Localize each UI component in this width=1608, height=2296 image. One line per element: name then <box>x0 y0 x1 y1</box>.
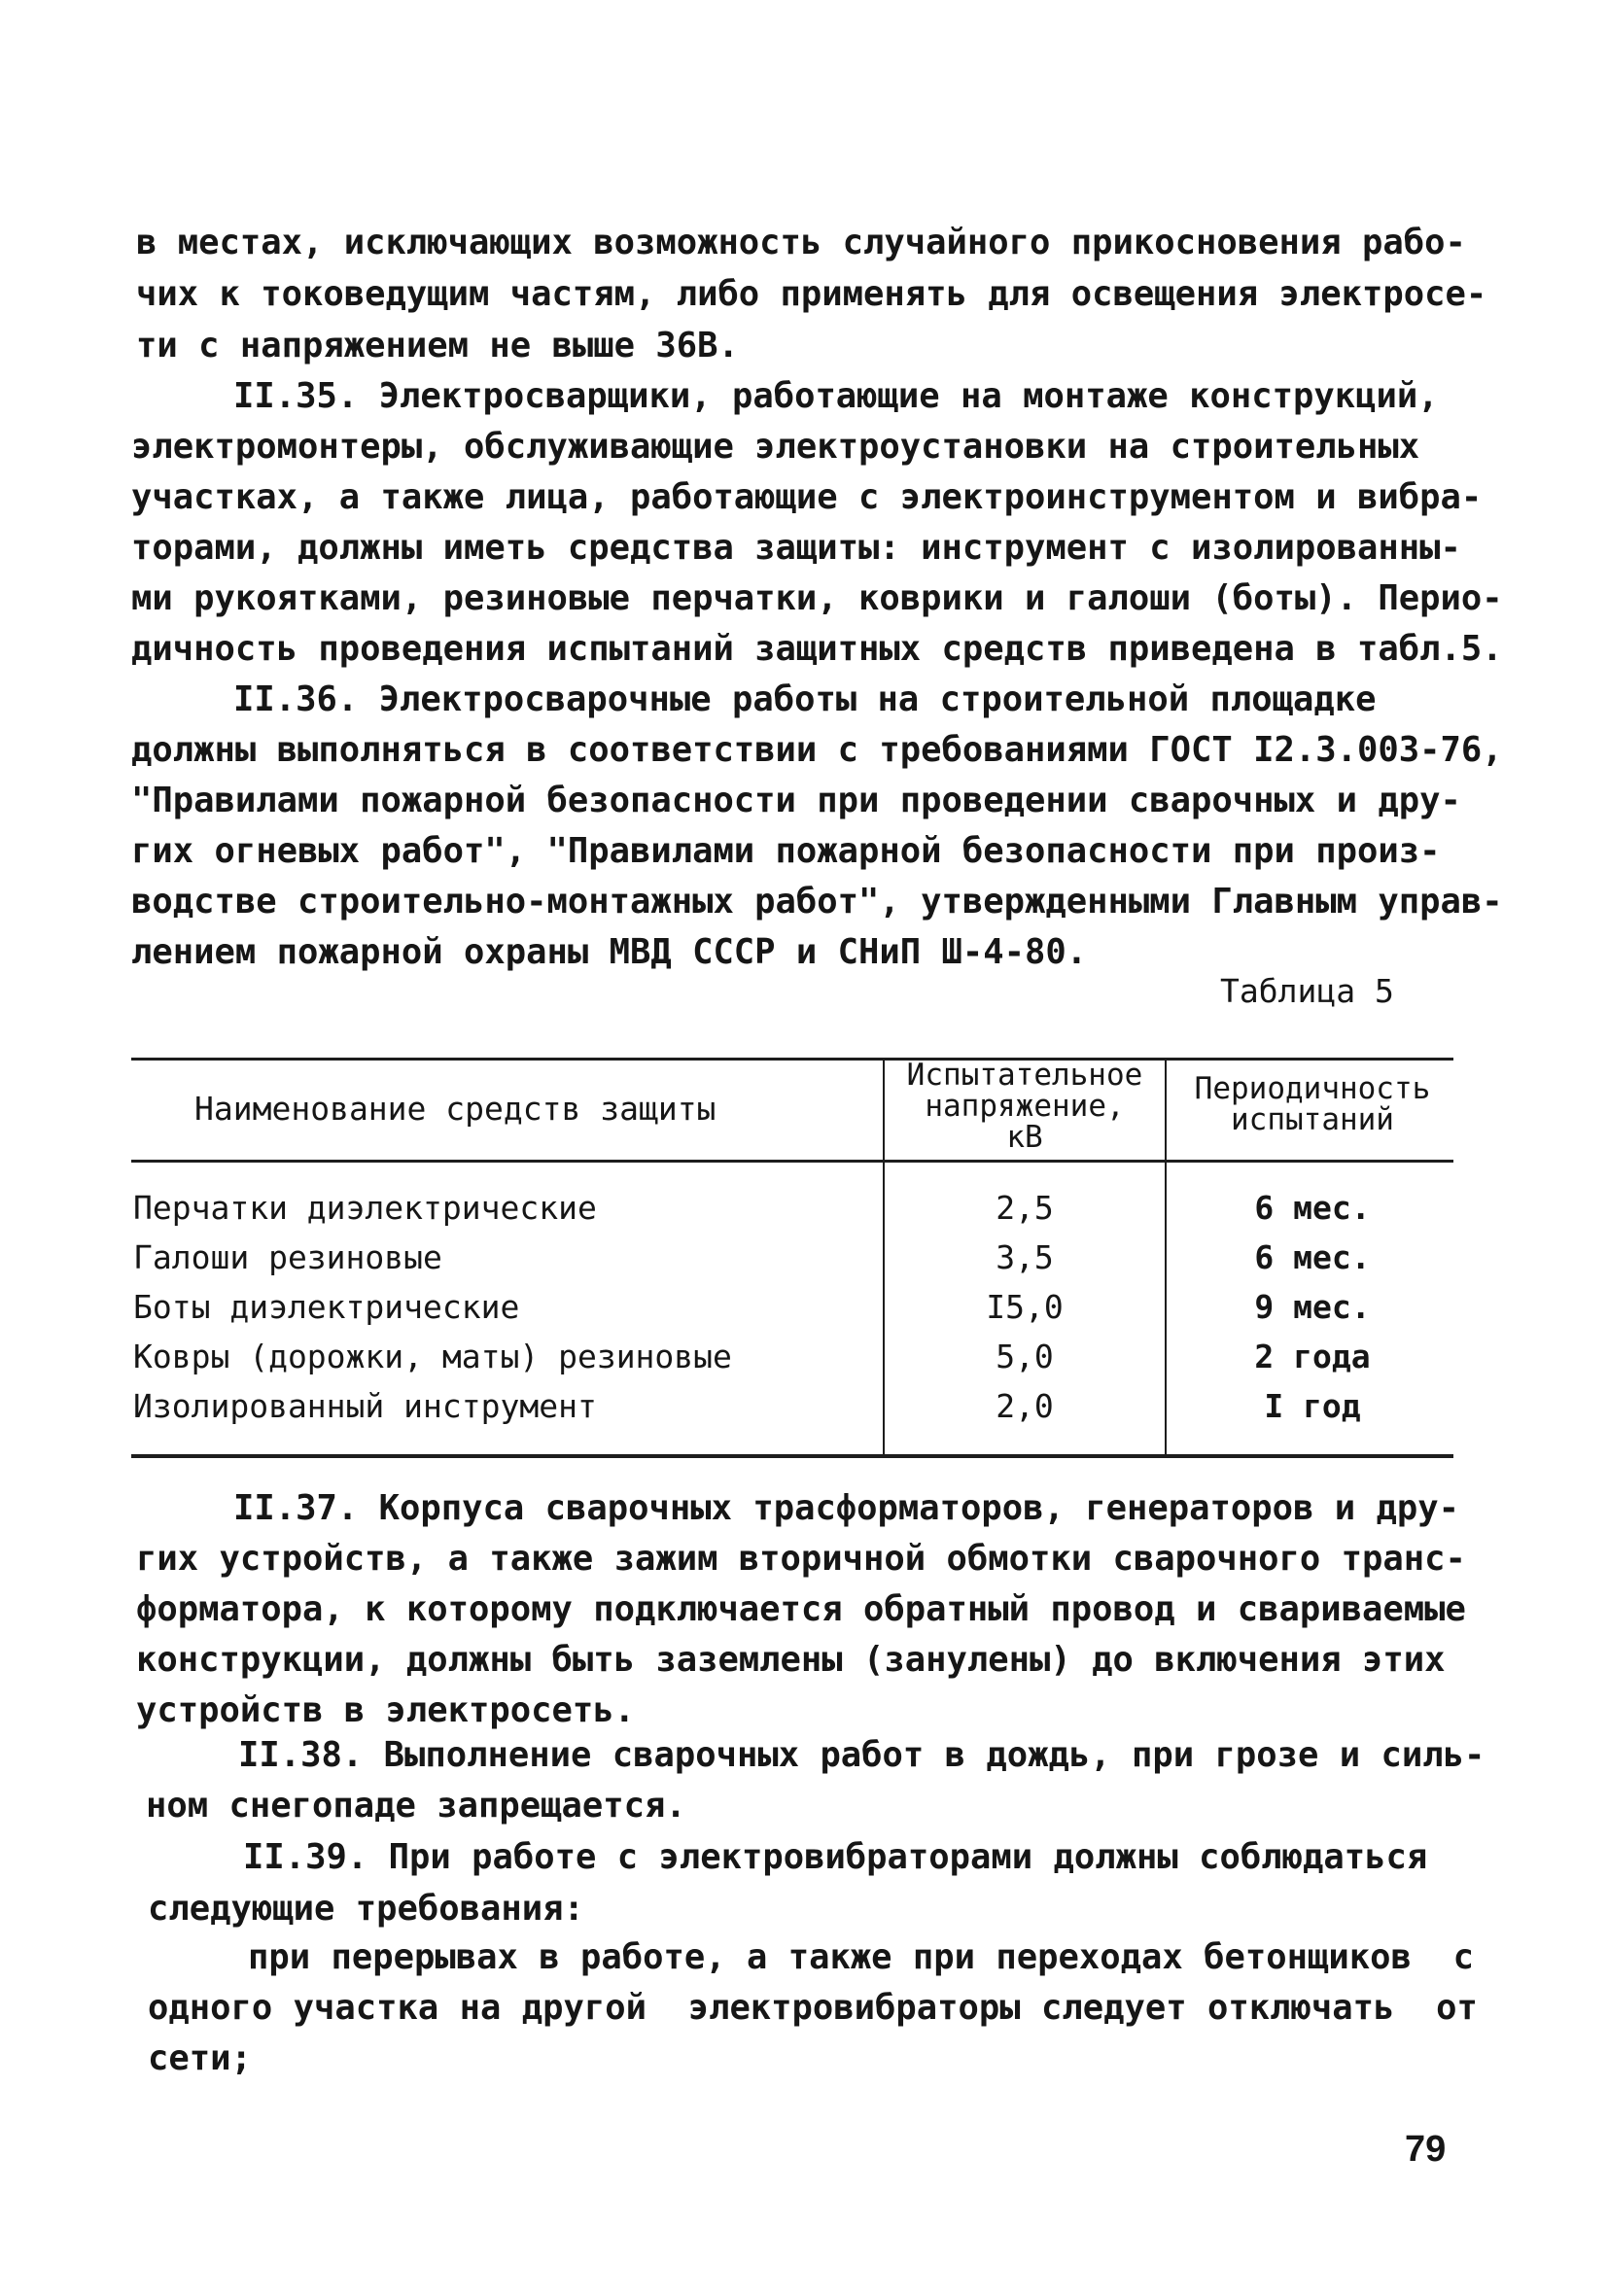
table-caption: Таблица 5 <box>1220 972 1394 1010</box>
text-line: гих огневых работ", "Правилами пожарной безопасности при произ- <box>131 831 1441 871</box>
row-name: Боты диэлектрические <box>133 1288 520 1326</box>
text-line: следующие требования: <box>148 1889 584 1929</box>
row-period: I год <box>1264 1387 1361 1425</box>
text-line: "Правилами пожарной безопасности при проведении сварочных и дру- <box>131 781 1461 820</box>
row-period: 6 мес. <box>1254 1189 1371 1227</box>
text-line: II.39. При работе с электровибраторами должны соблюдаться <box>243 1837 1428 1877</box>
text-line: ти с напряжением не выше 36В. <box>136 326 739 365</box>
row-period: 9 мес. <box>1254 1288 1371 1326</box>
text-line: чих к токоведущим частям, либо применять для освещения электросе- <box>136 274 1487 314</box>
text-line: торами, должны иметь средства защиты: инструмент с изолированны- <box>131 528 1461 568</box>
header-period: Периодичность испытаний <box>1194 1071 1431 1138</box>
row-period: 6 мес. <box>1254 1238 1371 1276</box>
text-line: гих устройств, а также зажим вторичной обмотки сварочного транс- <box>136 1539 1466 1579</box>
row-voltage: 2,0 <box>996 1387 1054 1425</box>
text-line: ном снегопаде запрещается. <box>146 1786 686 1826</box>
text-line: устройств в электросеть. <box>136 1690 635 1730</box>
text-line: водстве строительно-монтажных работ", утвержденными Главным управ- <box>131 882 1503 922</box>
text-line: II.36. Электросварочные работы на строительной площадке <box>233 679 1377 719</box>
row-period: 2 года <box>1254 1338 1371 1375</box>
text-line: при перерывах в работе, а также при переходах бетонщиков с <box>248 1937 1474 1977</box>
text-line: дичность проведения испытаний защитных средств приведена в табл.5. <box>131 629 1503 669</box>
row-name: Галоши резиновые <box>133 1238 442 1276</box>
text-line: электромонтеры, обслуживающие электроустановки на строительных <box>131 427 1420 467</box>
header-voltage: Испытательное напряжение, кВ <box>906 1058 1143 1156</box>
row-voltage: 3,5 <box>996 1238 1054 1276</box>
text-line: форматора, к которому подключается обратный провод и свариваемые <box>136 1589 1466 1629</box>
text-line: ми рукоятками, резиновые перчатки, коврики и галоши (боты). Перио- <box>131 578 1503 618</box>
text-line: одного участка на другой электровибраторы следует отключать от <box>148 1988 1478 2028</box>
row-voltage: 5,0 <box>996 1338 1054 1375</box>
text-line: должны выполняться в соответствии с требованиями ГОСТ I2.3.003-76, <box>131 730 1503 770</box>
text-line: участках, а также лица, работающие с электроинструментом и вибра- <box>131 477 1483 517</box>
table-top-rule <box>131 1058 1453 1061</box>
text-line: лением пожарной охраны МВД СССР и СНиП Ш-4-80. <box>131 932 1088 972</box>
row-voltage: 2,5 <box>996 1189 1054 1227</box>
text-line: II.35. Электросварщики, работающие на монтаже конструкций, <box>233 376 1439 416</box>
page-number: 79 <box>1405 2129 1447 2170</box>
text-line: сети; <box>148 2038 252 2078</box>
text-line: II.37. Корпуса сварочных трасформаторов, генераторов и дру- <box>233 1488 1459 1528</box>
header-name: Наименование средств защиты <box>194 1090 717 1128</box>
row-voltage: I5,0 <box>986 1288 1064 1326</box>
row-name: Ковры (дорожки, маты) резиновые <box>133 1338 732 1375</box>
table-header-rule <box>131 1160 1453 1163</box>
text-line: II.38. Выполнение сварочных работ в дождь, при грозе и силь- <box>238 1735 1486 1775</box>
row-name: Изолированный инструмент <box>133 1387 597 1425</box>
text-line: в местах, исключающих возможность случайного прикосновения рабо- <box>136 223 1466 262</box>
row-name: Перчатки диэлектрические <box>133 1189 597 1227</box>
table-bottom-rule <box>131 1454 1453 1458</box>
text-line: конструкции, должны быть заземлены (занулены) до включения этих <box>136 1640 1446 1680</box>
